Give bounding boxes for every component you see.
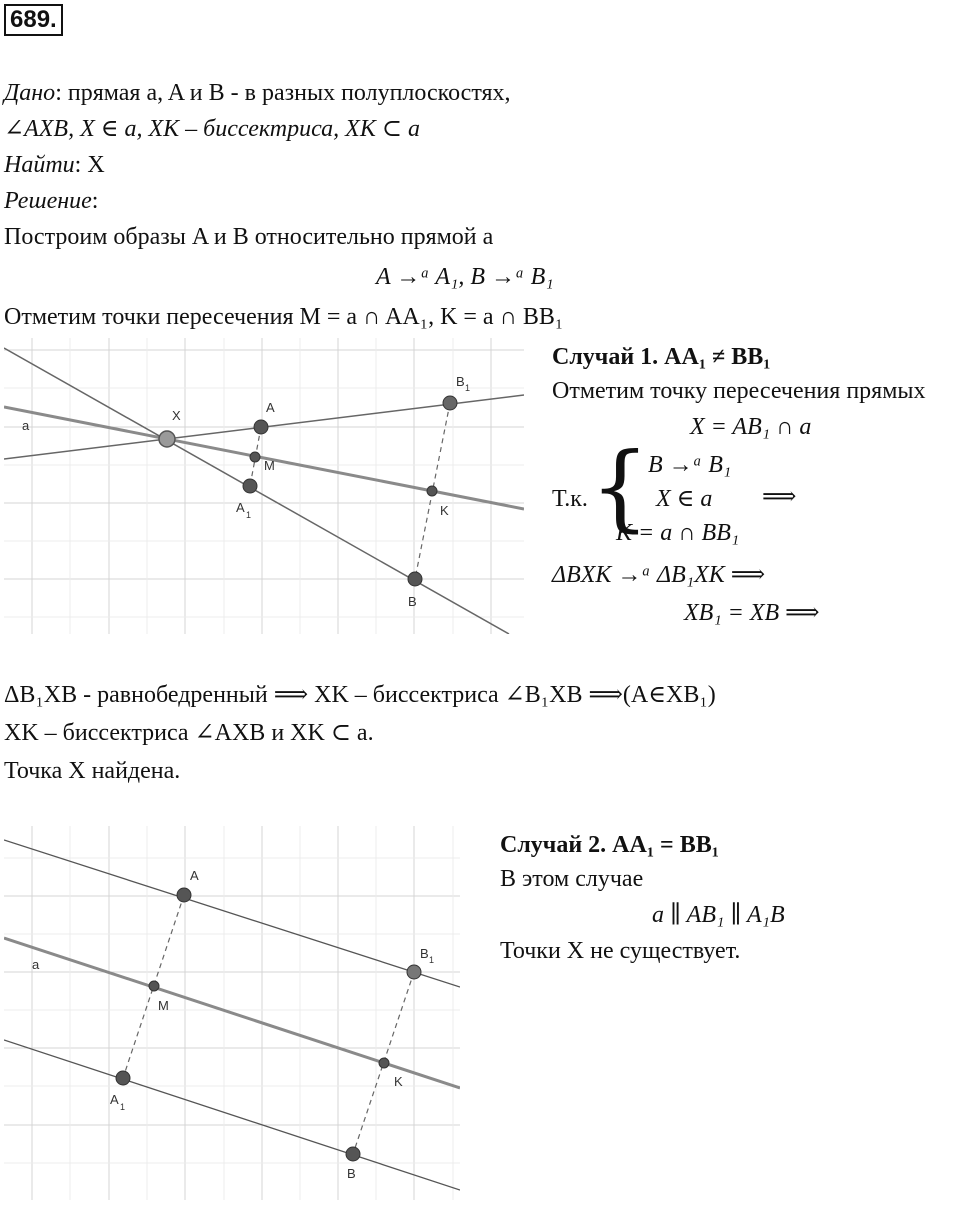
- case1-sys3: K = a ∩ BB₁: [616, 520, 740, 546]
- case1-tk: Т.к.: [552, 486, 588, 512]
- case1-line4: XB₁ = XB ⟹: [684, 600, 820, 626]
- label-B1-sub: 1: [429, 955, 435, 965]
- point-K: [427, 486, 437, 496]
- label-B1: B: [456, 374, 465, 389]
- case1-line3: ΔBXK →ᵃ ΔB₁XK ⟹: [552, 562, 766, 588]
- case1-sys2: X ∈ a: [656, 486, 713, 512]
- point-X: [159, 431, 175, 447]
- point-A1: [243, 479, 257, 493]
- label-A1: A: [110, 1092, 119, 1107]
- label-A: A: [190, 868, 199, 883]
- point-A1: [116, 1071, 130, 1085]
- given-line-2: ∠AXB, X ∈ a, XK – биссектриса, XK ⊂ a: [4, 116, 420, 142]
- label-A1: A: [236, 500, 245, 515]
- solution-label: Решение: [4, 188, 92, 214]
- label-A1-sub: 1: [246, 510, 252, 520]
- label-B1: B: [420, 946, 429, 961]
- point-B1: [443, 396, 457, 410]
- label-M: M: [264, 458, 275, 473]
- solution-colon: :: [91, 188, 99, 214]
- point-A: [254, 420, 268, 434]
- case2-line3: Точки X не существует.: [500, 938, 741, 964]
- line-A1B: [4, 1040, 460, 1190]
- point-B: [408, 572, 422, 586]
- point-B1: [407, 965, 421, 979]
- case2-line1: В этом случае: [500, 866, 644, 892]
- case1-sys1: B →ᵃ B₁: [648, 452, 732, 478]
- line-a: [4, 938, 460, 1088]
- case1-line2: X = AB₁ ∩ a: [690, 414, 812, 440]
- figure-case-2: [4, 826, 460, 1200]
- label-B1-sub: 1: [465, 383, 471, 393]
- system-brace: {: [590, 433, 650, 542]
- find-label: Найти: [4, 152, 75, 178]
- label-X: X: [172, 408, 181, 423]
- label-A: A: [266, 400, 275, 415]
- given-line: [4, 78, 511, 108]
- case1-line1: Отметим точку пересечения прямых: [552, 378, 926, 404]
- construct-line: Построим образы A и B относительно прямой a: [4, 224, 494, 250]
- after-line1: ΔB₁XB - равнобедренный ⟹ XK – биссектриса ∠B₁XB ⟹(A∈XB₁): [4, 682, 716, 708]
- grid: [4, 338, 524, 634]
- case2-title: Случай 2. AA₁ = BB₁: [500, 832, 719, 858]
- label-B: B: [347, 1166, 356, 1181]
- find-text: : X: [74, 152, 105, 178]
- label-M: M: [158, 998, 169, 1013]
- point-A: [177, 888, 191, 902]
- after-line3: Точка X найдена.: [4, 758, 181, 784]
- solution-line: [4, 186, 98, 216]
- label-a: a: [22, 418, 30, 433]
- grid-fine: [4, 338, 524, 634]
- label-A1-sub: 1: [120, 1102, 126, 1112]
- point-B: [346, 1147, 360, 1161]
- point-M: [149, 981, 159, 991]
- point-K: [379, 1058, 389, 1068]
- mapping-line: A →ᵃ A₁, B →ᵃ B₁: [376, 264, 554, 290]
- label-B: B: [408, 594, 417, 609]
- case2-line2: a ∥ AB₁ ∥ A₁B: [652, 902, 785, 928]
- line-AB1: [4, 840, 460, 987]
- given-text: : прямая a, A и B - в разных полуплоскостях,: [55, 80, 511, 106]
- point-M: [250, 452, 260, 462]
- intersections-line: Отметим точки пересечения M = a ∩ AA₁, K = a ∩ BB₁: [4, 304, 564, 330]
- case1-title: Случай 1. AA₁ ≠ BB₁: [552, 344, 771, 370]
- after-line2: XK – биссектриса ∠AXB и XK ⊂ a.: [4, 720, 374, 746]
- label-K: K: [440, 503, 449, 518]
- find-line: [4, 150, 105, 180]
- label-K: K: [394, 1074, 403, 1089]
- problem-number: 689.: [4, 4, 63, 36]
- given-label: Дано: [4, 80, 56, 106]
- label-a: a: [32, 957, 40, 972]
- figure-case-1: [4, 338, 524, 634]
- case1-implies: ⟹: [762, 484, 797, 510]
